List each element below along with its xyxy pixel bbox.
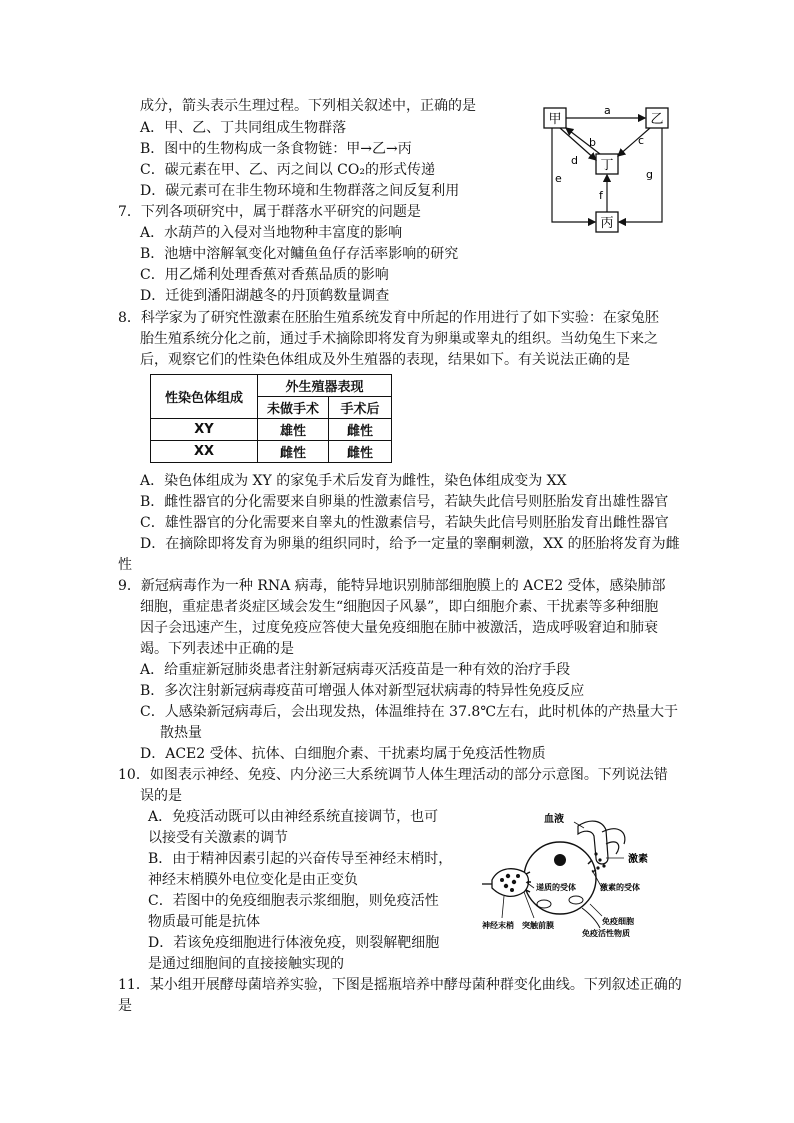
table-cell: XY — [151, 419, 258, 441]
q7-stem: 7．下列各项研究中，属于群落水平研究的问题是 — [118, 204, 421, 220]
q8-option-d-tail: 性 — [118, 557, 132, 573]
q9-option-a: A．给重症新冠肺炎患者注射新冠病毒灭活疫苗是一种有效的治疗手段 — [140, 662, 571, 678]
q6-option-a: A．甲、乙、丁共同组成生物群落 — [140, 120, 347, 136]
q6-option-b: B．图中的生物构成一条食物链：甲→乙→丙 — [140, 141, 412, 157]
nerve-ending — [492, 869, 529, 897]
table-header-chromosome: 性染色体组成 — [151, 375, 258, 419]
q9-stem-1: 9．新冠病毒作为一种 RNA 病毒，能特异地识别肺部细胞膜上的 ACE2 受体，感染肺部 — [118, 578, 666, 594]
label-b: b — [589, 136, 596, 149]
q8-option-c: C．雄性器官的分化需要来自睾丸的性激素信号，若缺失此信号则胚胎发育出雌性器官 — [140, 515, 669, 531]
immune-cell — [524, 842, 596, 914]
label-e: e — [555, 172, 562, 185]
q11-stem: 11．某小组开展酵母菌培养实验，下图是摇瓶培养中酵母菌种群变化曲线。下列叙述正确的 — [118, 977, 682, 993]
q10-stem-2: 误的是 — [140, 788, 182, 804]
q10-option-a-1: A．免疫活动既可以由神经系统直接调节，也可 — [148, 809, 439, 825]
node-jia: 甲 — [548, 112, 562, 127]
table-cell: 雌性 — [329, 441, 392, 463]
label-presynaptic: 突触前膜 — [522, 921, 554, 930]
node-bing: 丙 — [600, 216, 614, 231]
label-active-substance: 免疫活性物质 — [582, 929, 630, 938]
arrow-c — [618, 128, 650, 156]
q9-option-d: D．ACE2 受体、抗体、白细胞介素、干扰素均属于免疫活性物质 — [140, 746, 546, 762]
label-d: d — [571, 154, 578, 167]
q10-stem-1: 10．如图表示神经、免疫、内分泌三大系统调节人体生理活动的部分示意图。下列说法错 — [118, 767, 668, 783]
q7-option-b: B．池塘中溶解氧变化对鳙鱼鱼仔存活率影响的研究 — [140, 246, 459, 262]
q8-stem-2: 胎生殖系统分化之前，通过手术摘除即将发育为卵巢或睾丸的组织。当幼兔生下来之 — [140, 331, 658, 347]
q9-stem-2: 细胞，重症患者炎症区域会发生“细胞因子风暴”，即白细胞介素、干扰素等多种细胞 — [140, 599, 659, 615]
label-hormone: 激素 — [628, 854, 648, 865]
cell-nucleus — [554, 854, 566, 866]
q10-option-d-1: D．若该免疫细胞进行体液免疫，则裂解靶细胞 — [148, 935, 440, 951]
q9-stem-4: 竭。下列表述中正确的是 — [140, 641, 294, 657]
q8-option-d: D．在摘除即将发育为卵巢的组织同时，给予一定量的睾酮刺激，XX 的胚胎将发育为雌 — [140, 536, 680, 552]
table-cell: XX — [151, 441, 258, 463]
q8-stem-3: 后，观察它们的性染色体组成及外生殖器的表现，结果如下。有关说法正确的是 — [140, 352, 630, 368]
table-row — [151, 419, 392, 441]
carbon-cycle-diagram — [540, 100, 680, 240]
label-hormone-receptor: 激素的受体 — [600, 883, 640, 892]
q7-option-d: D．迁徙到潘阳湖越冬的丹顶鹤数量调查 — [140, 288, 390, 304]
q6-stem: 成分，箭头表示生理过程。下列相关叙述中，正确的是 — [140, 98, 476, 114]
q7-option-c: C．用乙烯利处理香蕉对香蕉品质的影响 — [140, 267, 389, 283]
table-header-genital: 外生殖器表现 — [258, 375, 392, 397]
q11-stem-tail: 是 — [118, 998, 132, 1014]
q6-option-c: C．碳元素在甲、乙、丙之间以 CO₂的形式传递 — [140, 162, 435, 178]
table-cell: 雌性 — [258, 441, 329, 463]
label-blood: 血液 — [544, 814, 564, 825]
label-nerve-end: 神经末梢 — [482, 921, 514, 930]
q9-option-c-tail: 散热量 — [160, 725, 202, 741]
q10-option-c-2: 物质最可能是抗体 — [148, 914, 260, 930]
q9-stem-3: 因子会迅速产生，过度免疫应答使大量免疫细胞在肺中被激活，造成呼吸窘迫和肺衰 — [140, 620, 658, 636]
table-cell: 雄性 — [258, 419, 329, 441]
q9-option-c: C．人感染新冠病毒后，会出现发热，体温维持在 37.8℃左右，此时机体的产热量大于 — [140, 704, 678, 720]
q10-option-b-1: B．由于精神因素引起的兴奋传导至神经末梢时， — [148, 851, 453, 867]
q8-result-table — [150, 374, 392, 463]
table-header-after-surgery: 手术后 — [329, 397, 392, 419]
q8-stem-1: 8．科学家为了研究性激素在胚胎生殖系统发育中所起的作用进行了如下实验：在家兔胚 — [118, 310, 659, 326]
q8-option-b: B．雌性器官的分化需要来自卵巢的性激素信号，若缺失此信号则胚胎发育出雄性器官 — [140, 494, 669, 510]
q10-option-c-1: C．若图中的免疫细胞表示浆细胞，则免疫活性 — [148, 893, 439, 909]
label-f: f — [599, 189, 603, 202]
table-row — [151, 441, 392, 463]
table-header-no-surgery: 未做手术 — [258, 397, 329, 419]
label-immune-cell: 免疫细胞 — [602, 917, 634, 926]
q10-option-a-2: 以接受有关激素的调节 — [148, 830, 288, 846]
label-transmitter-receptor: 递质的受体 — [536, 883, 576, 892]
table-cell: 雌性 — [329, 419, 392, 441]
label-a: a — [604, 104, 611, 117]
q7-option-a: A．水葫芦的入侵对当地物种丰富度的影响 — [140, 225, 403, 241]
q10-option-b-2: 神经末梢膜外电位变化是由正变负 — [148, 872, 358, 888]
q8-option-a: A．染色体组成为 XY 的家兔手术后发育为雌性，染色体组成变为 XX — [140, 473, 567, 489]
q6-option-d: D．碳元素可在非生物环境和生物群落之间反复利用 — [140, 183, 460, 199]
q10-option-d-2: 是通过细胞间的直接接触实现的 — [148, 956, 344, 972]
node-yi: 乙 — [650, 112, 664, 127]
q9-option-b: B．多次注射新冠病毒疫苗可增强人体对新型冠状病毒的特异性免疫反应 — [140, 683, 585, 699]
neuro-immune-endocrine-figure — [478, 808, 678, 948]
label-g: g — [646, 168, 653, 181]
label-c: c — [638, 134, 645, 147]
node-ding: 丁 — [600, 158, 614, 173]
